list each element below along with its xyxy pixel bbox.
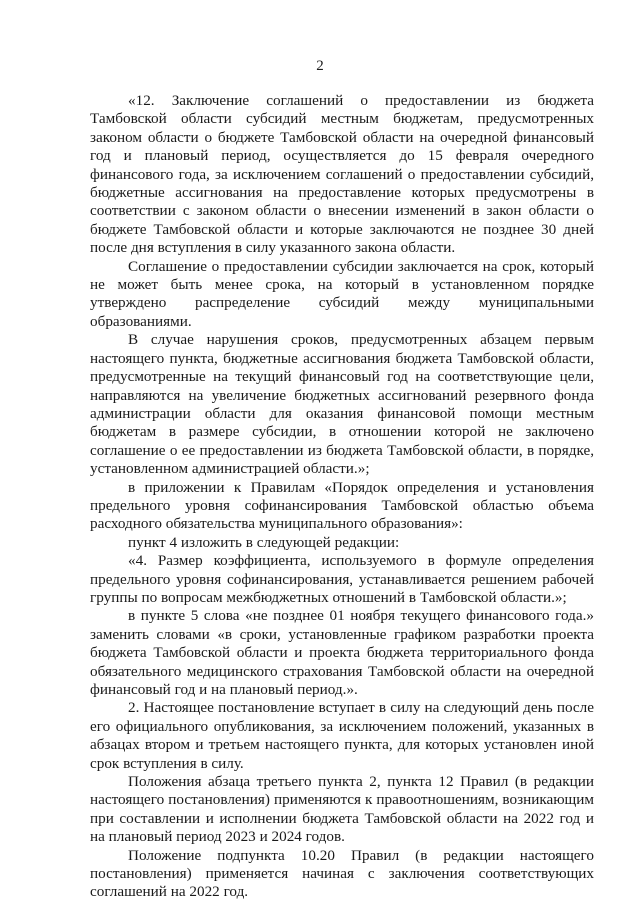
- paragraph-violation-deadlines: В случае нарушения сроков, предусмотренных абзацем первым настоящего пункта, бюджетные ассигнования бюджета Тамбовской области, предусмотренные на текущий финансовый год на соответствующие цели, направляются на увеличение бюджетных ассигнований резервного фонда администрации области для оказания финансовой помощи местным бюджетам в размере субсидии, в отношении которой не заключено соглашение о ее предоставлении из бюджета Тамбовской области, в порядке, установленном администрацией области.»;: [90, 331, 594, 478]
- paragraph-applicability: Положения абзаца третьего пункта 2, пункта 12 Правил (в редакции настоящего постановления) применяются к правоотношениям, возникающим при составлении и исполнении бюджета Тамбовской области на 2022 год и на плановый период 2023 и 2024 годов.: [90, 773, 594, 846]
- paragraph-item-4-intro: пункт 4 изложить в следующей редакции:: [128, 533, 400, 551]
- paragraph-subclause-10-20: Положение подпункта 10.20 Правил (в редакции настоящего постановления) применяется начиная с заключения соответствующих соглашений на 2022 год.: [90, 846, 594, 901]
- paragraph-appendix-intro: в приложении к Правилам «Порядок определения и установления предельного уровня софинансирования Тамбовской областью объема расходного обязательства муниципального образования»:: [90, 478, 594, 533]
- paragraph-agreement-term: Соглашение о предоставлении субсидии заключается на срок, который не может быть менее срока, на который в установленном порядке утверждено распределение субсидий между муниципальными образованиями.: [90, 257, 594, 330]
- paragraph-clause-12: «12. Заключение соглашений о предоставлении из бюджета Тамбовской области субсидий местным бюджетам, предусмотренных законом области о бюджете Тамбовской области на очередной финансовый год и плановый период, осуществляется до 15 февраля очередного финансового года, за исключением соглашений о предоставлении субсидий, бюджетные ассигнования на предоставление которых предусмотрены в соответствии с законом области о внесении изменений в закон области о бюджете Тамбовской области и которые заключаются не позднее 30 дней после дня вступления в силу указанного закона области.: [90, 92, 594, 257]
- paragraph-effective-date: 2. Настоящее постановление вступает в силу на следующий день после его официального опубликования, за исключением положений, указанных в абзацах втором и третьем настоящего пункта, для которых установлен иной срок вступления в силу.: [90, 699, 594, 772]
- paragraph-item-4-text: «4. Размер коэффициента, используемого в формуле определения предельного уровня софинансирования, устанавливается решением рабочей группы по вопросам межбюджетных отношений в Тамбовской области.»;: [90, 552, 594, 606]
- paragraph-item-5-change: в пункте 5 слова «не позднее 01 ноября текущего финансового года.» заменить словами «в сроки, установленные графиком разработки проекта бюджета Тамбовской области и проекта бюджета территориального фонда обязательного медицинского страхования Тамбовской области на очередной финансовый год и на плановый период.».: [90, 607, 594, 698]
- document-body: [90, 92, 594, 902]
- page-number: 2: [316, 58, 324, 74]
